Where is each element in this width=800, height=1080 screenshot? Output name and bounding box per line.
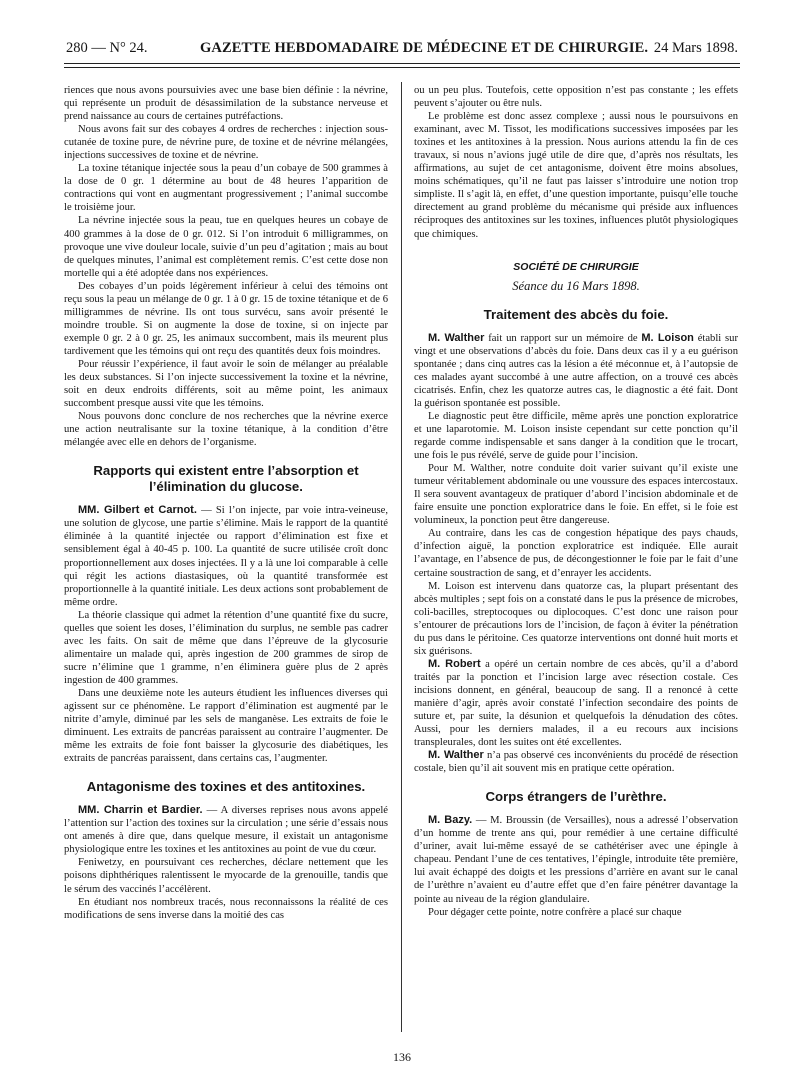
paragraph: M. Loison est intervenu dans quatorze cas, la plupart présentant des abcès multiples ; sept fois on a constaté dans le pus la présence de microbes, coli-bacilles, streptocoques ou diplocoques. C’est donc une raison pour s’entourer de précautions lors de l’incision, de façon à éviter la pénétration du pus dans le péritoine. Ces quatorze interventions ont donné huit morts et six guérisons. [414, 580, 738, 657]
paragraph: En étudiant nos nombreux tracés, nous reconnaissons la réalité de ces modifications de sens inverse dans la moitié des cas [64, 896, 388, 921]
running-header [64, 38, 740, 62]
page-number: 136 [393, 1050, 411, 1064]
left-column [64, 84, 388, 922]
right-column [414, 84, 738, 919]
paragraph: Nous avons fait sur des cobayes 4 ordres de recherches : injection sous-cutanée de toxine pure, de névrine pure, de toxine et de névrine mélangées, injections successives de toxine et de névrine. [64, 124, 388, 162]
paragraph [414, 814, 738, 905]
paragraph: Le problème est donc assez complexe ; aussi nous le poursuivons en examinant, avec M. Tissot, les modifications successives imposées par les toxines et les antitoxines à la pression. Nous aurions attendu la fin de ces travaux, si nous n’avions jugé utile de dire que, d’après nos résultats, les affirmations, au sujet de cet antagonisme, doivent être moins absolues, moins schématiques, qu’il ne faut pas laisser s’introduire une notion trop simpliste. Il s’agit là, en effet, d’une question importante, puisqu’elle touche directement au grand problème du mécanisme qui préside aux influences réciproques des antitoxines sur les toxines, influences plutôt physiologiques que chimiques. [414, 111, 738, 240]
paragraph-text: a opéré un certain nombre de ces abcès, qu’il a d’abord traités par la ponction et l’incision large avec résection costale. Ces incisions donnent, en général, beaucoup de sang. Il a renoncé à cette manière d’agir, après avoir constaté l’infection secondaire des points de suture et, par suite, la désunion et quelquefois la dénudation des côtes. Aussi, pour les derniers malades, il a eu recours aux incisions transpleurales, dont les suites ont été excellentes. [414, 658, 738, 749]
paragraph: Des cobayes d’un poids légèrement inférieur à celui des témoins ont reçu sous la peau un mélange de 0 gr. 1 à 0 gr. 15 de toxine tétanique et de 6 milligrammes de névrine. Ils ont tous survécu, sans avoir présenté le moindre trouble. Si on augmente la dose de toxine, si on injecte par exemple 0 gr. 2 à 0 gr. 25, les animaux succombent, mais ils meurent plus tardivement que les témoins qui ont reçu des quantités deux fois moindres. [64, 280, 388, 357]
issue-date: 24 Mars 1898. [653, 40, 738, 56]
two-column-body [64, 84, 740, 1034]
speaker-name: M. Walther [428, 749, 484, 762]
paragraph [414, 332, 738, 410]
paragraph: ou un peu plus. Toutefois, cette opposition n’est pas constante ; les effets peuvent s’ajouter ou être nuls. [414, 85, 738, 110]
paragraph-text: — M. Broussin (de Versailles), nous a adressé l’observation d’un homme de trente ans qui, pour remédier à une certaine difficulté d’uriner, avait lui-même essayé de se cathétériser avec une épingle à chapeau. Pendant l’une de ces tentatives, l’épingle, introduite tête première, lui avait échappé des doigts et les pressions d’arrière en avant sur le canal de l’urèthre n’avaient eu d’autre effet que d’en faire pénétrer davantage la pointe au niveau de la région glandulaire. [414, 815, 738, 905]
speaker-name: M. Robert [428, 657, 481, 670]
paragraph: Pour M. Walther, notre conduite doit varier suivant qu’il existe une tumeur véritablement abdominale ou une voussure des espaces intercostaux. Il sera souvent avantageux de pratiquer d’abord l’incision abdominale et de faire ensuite une ponction exploratrice dans le foie. En effet, si le foie est volumineux, la ponction peut être dangereuse. [414, 463, 738, 527]
paragraph: Au contraire, dans les cas de congestion hépatique des pays chauds, d’infection aiguë, la ponction exploratrice est indiquée. Elle aurait l’avantage, en l’absence de pus, de décongestionner le foie par le fait d’une certaine soustraction de sang, et d’enrayer les accidents. [414, 528, 738, 579]
column-divider [401, 82, 402, 1032]
paragraph [414, 658, 738, 749]
paragraph [414, 749, 738, 775]
paragraph: Nous pouvons donc conclure de nos recherches que la névrine exerce une action neutralisante sur la toxine tétanique, à la condition d’être mélangée avec elle en dehors de l’organisme. [64, 411, 388, 449]
header-rule [64, 63, 740, 68]
paragraph: riences que nous avons poursuivies avec une base bien définie : la névrine, qui représente un produit de désassimilation de la substance nerveuse et prend naissance au cours de certaines putréfactions. [64, 85, 388, 123]
session-date: Séance du 16 Mars 1898. [512, 278, 640, 293]
speaker-names: MM. Gilbert et Carnot. [78, 504, 197, 517]
speaker-name: M. Walther [428, 331, 485, 344]
speaker-names: MM. Charrin et Bardier. [78, 804, 203, 817]
section-heading-antagonisme: Antagonisme des toxines et des antitoxines. [86, 779, 366, 795]
paragraph: Feniwetzy, en poursuivant ces recherches, déclare nettement que les poisons diphthériques ralentissent le myocarde de la grenouille, tandis que le sérum des vaccinés l’accélèrent. [64, 857, 388, 895]
paragraph-text: n’a pas observé ces inconvénients du procédé de résection costale, bien qu’il ait souvent mis en pratique cette opération. [414, 750, 738, 775]
paragraph-text: — A diverses reprises nous avons appelé l’attention sur l’action des toxines sur la circulation ; une série d’essais nous ont amenés à dire que, dans quelque mesure, il existait un antagonisme physiologique entre les toxines et les antitoxines au point de vue du cœur. [64, 805, 388, 856]
paragraph-text: — Si l’on injecte, par voie intra-veineuse, une solution de glycose, une partie s’élimine. Mais le rapport de la quantité éliminée à la quantité injectée ou rapport d’élimination est fixe et sensiblement égal à 40-45 p. 100. La quantité de sucre utilisée croît donc proportionnellement aux doses injectées. Il y a là une loi comparable à celle qui régit les actions diastasiques, où la quantité transformée est proportionnelle à la quantité initiale. Les deux actions sont probablement de même ordre. [64, 505, 389, 608]
section-heading-abces: Traitement des abcès du foie. [483, 306, 669, 322]
paragraph: Pour réussir l’expérience, il faut avoir le soin de mélanger au préalable les deux substances. Si l’on injecte successivement la toxine et la névrine, soit en deux endroits différents, soit au même point, les animaux succombent presque aussi vite que les témoins. [64, 358, 388, 410]
speaker-name: M. Loison [641, 331, 694, 344]
society-heading: SOCIÉTÉ DE CHIRURGIE [513, 260, 639, 273]
paragraph: La névrine injectée sous la peau, tue en quelques heures un cobaye de 400 grammes à la dose de 0 gr. 012. Si l’on introduit 6 milligrammes, on provoque une vive douleur locale, suivie d’un peu d’agitation ; mais au bout de quelques minutes, l’animal est complètement remis. C’est cette dose non mortelle qui a été adoptée dans nos expériences. [64, 215, 388, 279]
page-issue-number: 280 — N° 24. [66, 40, 148, 56]
paragraph [64, 504, 388, 608]
section-heading-absorption: Rapports qui existent entre l’absorption et l’élimination du glucose. [93, 463, 359, 495]
paragraph: La théorie classique qui admet la rétention d’une quantité fixe du sucre, quelles que soient les doses, l’élimination du surplus, ne semble pas cadrer avec les faits. On sait de même que dans l’épreuve de la glycosurie alimentaire un malade qui, après ingestion de 200 grammes de sirop de sucre n’élimine que 1 gramme, n’en éliminera guère plus de 2 après ingestion de 400 grammes. [64, 609, 388, 686]
speaker-name: M. Bazy. [428, 814, 473, 827]
paragraph: La toxine tétanique injectée sous la peau d’un cobaye de 500 grammes à la dose de 0 gr. 1 détermine au bout de 48 heures l’apparition de contractions qui vont en augmentant progressivement ; l’animal succombe le troisième jour. [64, 163, 388, 214]
journal-page [64, 38, 740, 1068]
paragraph-text: fait un rapport sur un mémoire de [484, 332, 642, 344]
paragraph-text: établi sur vingt et une observations d’abcès du foie. Dans deux cas il y a eu guérison spontanée ; dans cinq autres cas la lésion a été méconnue et, à l’autopsie de ces malades ayant succombé à une autre affection, on a trouvé ces abcès cicatrisés. Enfin, chez les quatorze autres cas, le diagnostic a été fait. Dont la guérison spontanée est possible. [414, 332, 738, 409]
paragraph: Le diagnostic peut être difficile, même après une ponction exploratrice et une laparotomie. M. Loison insiste cependant sur cette ponction qu’il regarde comme indispensable et sans danger à la condition que le trocart, une fois le pus révélé, serve de guide pour l’incision. [414, 410, 738, 462]
paragraph [64, 804, 388, 856]
journal-title: GAZETTE HEBDOMADAIRE DE MÉDECINE ET DE CHIRURGIE. [200, 40, 649, 56]
paragraph: Pour dégager cette pointe, notre confrère a placé sur chaque [428, 906, 682, 918]
section-heading-urethre: Corps étrangers de l’urèthre. [485, 789, 667, 805]
paragraph: Dans une deuxième note les auteurs étudient les influences diverses qui agissent sur ce phénomène. Le rapport d’élimination est augmenté par le nitrite d’amyle, diminué par les sels de manganèse. Les extraits de foie le diminuent. Les extraits de pancréas paraissent au contraire l’augmenter. De même les extraits de foie font baisser la glycosurie des diabétiques, les extraits de pancréas paraissent, dans certains cas, l’augmenter. [64, 687, 388, 765]
